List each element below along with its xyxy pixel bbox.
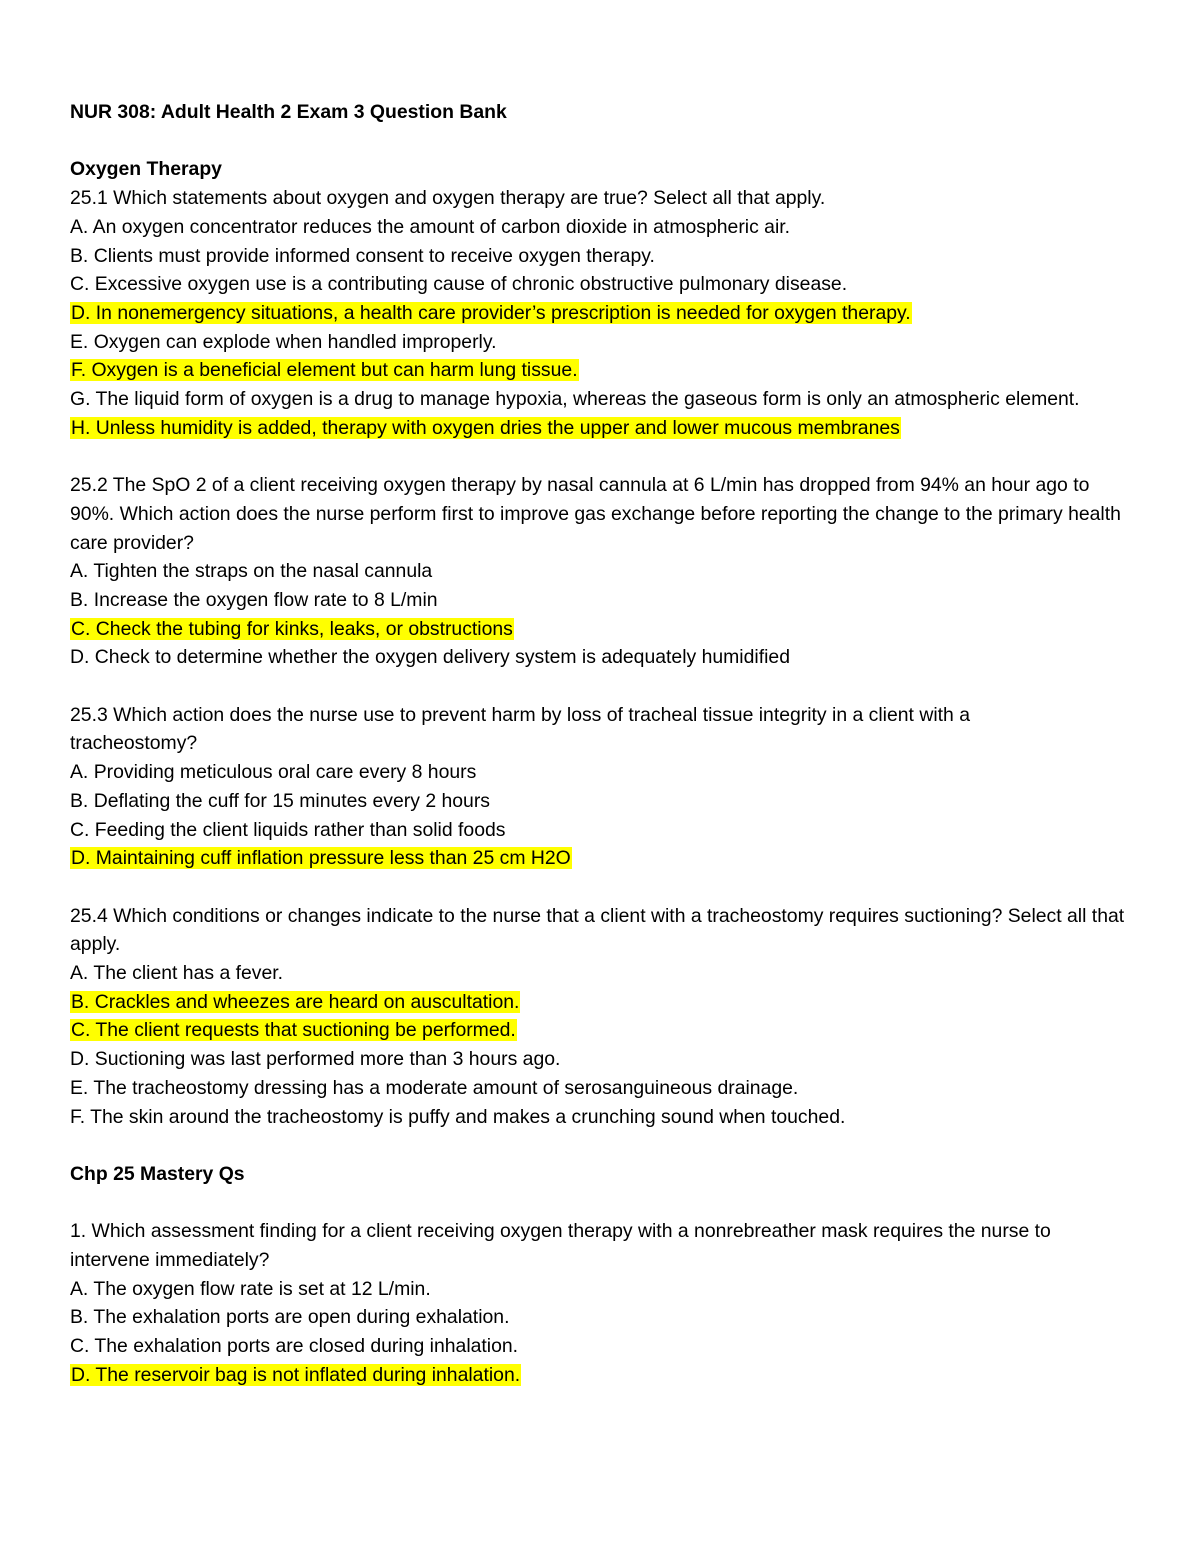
answer-option: C. The exhalation ports are closed during inhalation. bbox=[70, 1335, 519, 1358]
section-heading-oxygen-therapy: Oxygen Therapy bbox=[70, 158, 222, 181]
question-stem: 1. Which assessment finding for a client receiving oxygen therapy with a nonrebreather mask requires the nurse to intervene immediately? bbox=[70, 1220, 1051, 1272]
answer-option: B. Clients must provide informed consent to receive oxygen therapy. bbox=[70, 244, 655, 267]
answer-option: E. The tracheostomy dressing has a moderate amount of serosanguineous drainage. bbox=[70, 1076, 799, 1099]
answer-option: A. Tighten the straps on the nasal cannula bbox=[70, 560, 433, 583]
answer-option: F. The skin around the tracheostomy is puffy and makes a crunching sound when touched. bbox=[70, 1105, 846, 1128]
answer-option: D. Suctioning was last performed more than 3 hours ago. bbox=[70, 1048, 561, 1071]
answer-option-correct: H. Unless humidity is added, therapy with oxygen dries the upper and lower mucous membranes bbox=[71, 416, 900, 439]
answer-option-correct: D. In nonemergency situations, a health care provider’s prescription is needed for oxygen therapy. bbox=[71, 301, 911, 324]
answer-option: B. Deflating the cuff for 15 minutes every 2 hours bbox=[70, 789, 490, 812]
answer-option: E. Oxygen can explode when handled improperly. bbox=[70, 330, 497, 353]
answer-option: B. The exhalation ports are open during exhalation. bbox=[70, 1306, 510, 1329]
answer-option: A. The client has a fever. bbox=[70, 962, 284, 985]
document-title: NUR 308: Adult Health 2 Exam 3 Question Bank bbox=[70, 101, 507, 123]
document-page bbox=[70, 98, 1150, 1390]
answer-option: A. Providing meticulous oral care every 8 hours bbox=[70, 761, 477, 784]
spacer bbox=[70, 442, 1150, 471]
answer-option-correct: D. Maintaining cuff inflation pressure less than 25 cm H2O bbox=[71, 847, 571, 870]
spacer bbox=[70, 873, 1150, 902]
answer-option: C. Excessive oxygen use is a contributing cause of chronic obstructive pulmonary disease. bbox=[70, 273, 848, 296]
answer-option-correct: C. Check the tubing for kinks, leaks, or obstructions bbox=[71, 617, 513, 640]
mastery-question-1 bbox=[70, 1217, 1150, 1389]
spacer bbox=[70, 1189, 1150, 1218]
question-stem: 25.3 Which action does the nurse use to prevent harm by loss of tracheal tissue integrity in a client with a tracheostomy? bbox=[70, 703, 970, 755]
answer-option-correct: D. The reservoir bag is not inflated during inhalation. bbox=[71, 1363, 521, 1386]
spacer bbox=[70, 672, 1150, 701]
answer-option: A. The oxygen flow rate is set at 12 L/min. bbox=[70, 1277, 431, 1300]
answer-option: B. Increase the oxygen flow rate to 8 L/min bbox=[70, 588, 438, 611]
answer-option: A. An oxygen concentrator reduces the amount of carbon dioxide in atmospheric air. bbox=[70, 215, 791, 238]
answer-option-correct: F. Oxygen is a beneficial element but can harm lung tissue. bbox=[71, 359, 578, 382]
answer-option-correct: B. Crackles and wheezes are heard on auscultation. bbox=[71, 990, 520, 1013]
section-heading-mastery: Chp 25 Mastery Qs bbox=[70, 1162, 245, 1185]
question-25-4 bbox=[70, 902, 1150, 1132]
question-stem: 25.1 Which statements about oxygen and oxygen therapy are true? Select all that apply. bbox=[70, 187, 826, 210]
answer-option: D. Check to determine whether the oxygen delivery system is adequately humidified bbox=[70, 646, 790, 669]
question-25-2 bbox=[70, 471, 1150, 672]
answer-option-correct: C. The client requests that suctioning be performed. bbox=[71, 1019, 516, 1042]
answer-option: G. The liquid form of oxygen is a drug to manage hypoxia, whereas the gaseous form is only an atmospheric element. bbox=[70, 388, 1080, 411]
question-stem: 25.2 The SpO 2 of a client receiving oxygen therapy by nasal cannula at 6 L/min has dropped from 94% an hour ago to 90%. Which action does the nurse perform first to improve gas exchange before reporting the change to the primary health care provider? bbox=[70, 474, 1121, 554]
spacer bbox=[70, 127, 1150, 156]
answer-option: C. Feeding the client liquids rather than solid foods bbox=[70, 818, 506, 841]
question-stem: 25.4 Which conditions or changes indicate to the nurse that a client with a tracheostomy requires suctioning? Select all that apply. bbox=[70, 904, 1125, 956]
question-25-1 bbox=[70, 184, 1150, 442]
question-25-3 bbox=[70, 701, 1150, 873]
spacer bbox=[70, 1131, 1150, 1160]
